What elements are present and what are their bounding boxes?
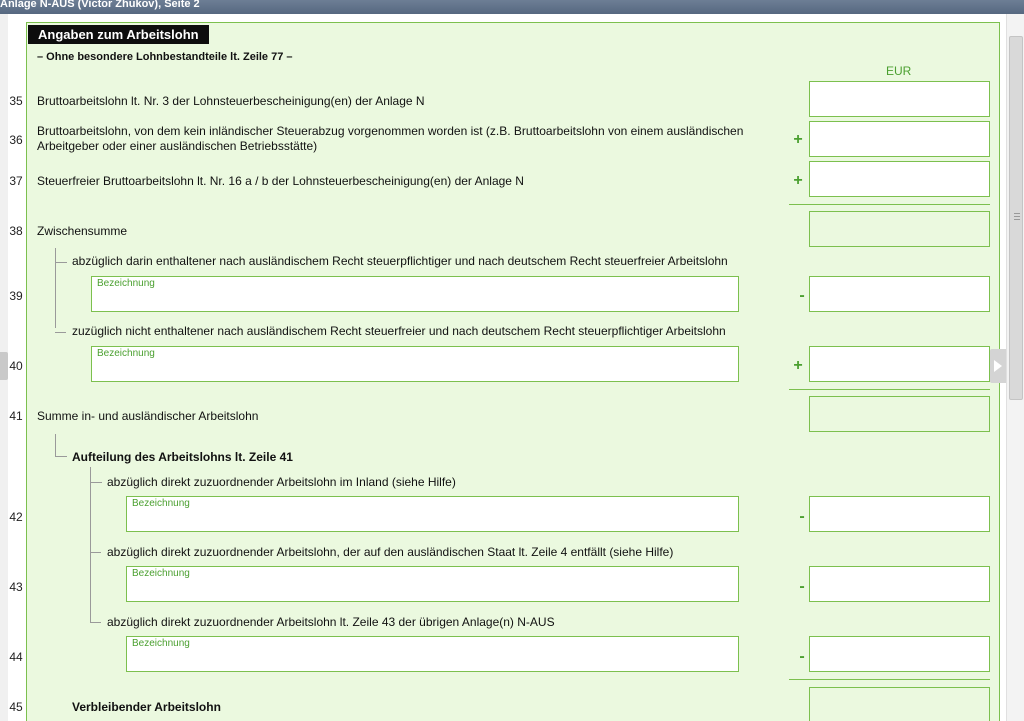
line-number-43: 43 — [9, 580, 23, 594]
row-39-amount-field[interactable] — [809, 276, 990, 312]
row-44-amount-field[interactable] — [809, 636, 990, 672]
line-number-36: 36 — [9, 133, 23, 147]
row-43-label: abzüglich direkt zuzuordnender Arbeitslohn, der auf den ausländischen Staat lt. Zeile 4 entfällt (siehe Hilfe) — [107, 545, 674, 559]
description-placeholder: Bezeichnung — [132, 568, 190, 579]
row-35-amount-field[interactable] — [809, 81, 990, 117]
scrollbar-grip — [1014, 213, 1020, 214]
line-number-39: 39 — [9, 289, 23, 303]
row-37-plus-sign: + — [793, 172, 803, 189]
row-36-label: Bruttoarbeitslohn, von dem kein inländischer Steuerabzug vorgenommen worden ist (z.B. Bruttoarbeitslohn von einem ausländischen Arbeitgeber oder einer ausländischen Betriebsstätte) — [37, 124, 744, 153]
section-subtitle: – Ohne besondere Lohnbestandteile lt. Zeile 77 – — [37, 51, 293, 63]
row-45-label: Verbleibender Arbeitslohn — [72, 700, 221, 714]
row-39-minus-sign: - — [799, 287, 805, 304]
description-placeholder: Bezeichnung — [97, 348, 155, 359]
row-41-total-field — [809, 396, 990, 432]
chevron-right-icon — [993, 359, 1003, 373]
scrollbar-grip — [1014, 216, 1020, 217]
row-38-subtotal-field — [809, 211, 990, 247]
row-42-label: abzüglich direkt zuzuordnender Arbeitslohn im Inland (siehe Hilfe) — [107, 475, 456, 489]
tree-connector — [90, 467, 102, 483]
previous-page-tab[interactable] — [0, 352, 8, 380]
currency-label: EUR — [886, 64, 912, 78]
line-number-45: 45 — [9, 700, 23, 714]
aufteilung-heading: Aufteilung des Arbeitslohns lt. Zeile 41 — [72, 450, 293, 464]
row-42-amount-field[interactable] — [809, 496, 990, 532]
line-number-42: 42 — [9, 510, 23, 524]
window-titlebar — [0, 0, 1024, 14]
line-number-41: 41 — [9, 409, 23, 423]
row-42-minus-sign: - — [799, 508, 805, 525]
sum-divider — [789, 679, 990, 680]
row-38-label: Zwischensumme — [37, 224, 128, 238]
line-number-35: 35 — [9, 94, 23, 108]
row-44-description-field[interactable] — [126, 636, 739, 672]
line-number-44: 44 — [9, 650, 23, 664]
description-placeholder: Bezeichnung — [132, 498, 190, 509]
tree-connector — [55, 248, 67, 263]
row-40-description-field[interactable] — [91, 346, 739, 382]
description-placeholder: Bezeichnung — [132, 638, 190, 649]
line-number-37: 37 — [9, 174, 23, 188]
row-44-minus-sign: - — [799, 648, 805, 665]
row-37-amount-field[interactable] — [809, 161, 990, 197]
line-number-40: 40 — [9, 359, 23, 373]
row-45-result-field — [809, 687, 990, 721]
row-42-description-field[interactable] — [126, 496, 739, 532]
row-44-label: abzüglich direkt zuzuordnender Arbeitslohn lt. Zeile 43 der übrigen Anlage(n) N-AUS — [107, 615, 555, 629]
row-39-label: abzüglich darin enthaltener nach ausländischem Recht steuerpflichtiger und nach deutschem Recht steuerfreier Arbeitslohn — [72, 254, 728, 268]
row-43-amount-field[interactable] — [809, 566, 990, 602]
row-37-label: Steuerfreier Bruttoarbeitslohn lt. Nr. 16 a / b der Lohnsteuerbescheinigung(en) der Anlage N — [37, 174, 524, 188]
row-36-amount-field[interactable] — [809, 121, 990, 157]
tree-connector — [55, 434, 67, 457]
window-title: Anlage N-AUS (Victor Zhukov), Seite 2 — [0, 0, 200, 10]
row-40-plus-sign: + — [793, 357, 803, 374]
row-43-minus-sign: - — [799, 578, 805, 595]
tree-connector — [90, 537, 101, 553]
scrollbar-thumb[interactable] — [1009, 36, 1023, 400]
row-39-description-field[interactable] — [91, 276, 739, 312]
row-36-plus-sign: + — [793, 131, 803, 148]
tree-connector — [55, 318, 66, 333]
sum-divider — [789, 389, 990, 390]
row-43-description-field[interactable] — [126, 566, 739, 602]
vertical-scrollbar[interactable] — [1006, 14, 1024, 721]
section-title: Angaben zum Arbeitslohn — [28, 25, 209, 44]
sum-divider — [789, 204, 990, 205]
description-placeholder: Bezeichnung — [97, 278, 155, 289]
row-40-amount-field[interactable] — [809, 346, 990, 382]
row-41-label: Summe in- und ausländischer Arbeitslohn — [37, 409, 259, 423]
row-35-label: Bruttoarbeitslohn lt. Nr. 3 der Lohnsteuerbescheinigung(en) der Anlage N — [37, 94, 425, 108]
scrollbar-grip — [1014, 219, 1020, 220]
row-40-label: zuzüglich nicht enthaltener nach ausländischem Recht steuerfreier und nach deutschem Recht steuerpflichtiger Arbeitslohn — [72, 324, 726, 338]
tree-connector — [90, 607, 101, 623]
next-page-tab[interactable] — [990, 349, 1006, 383]
line-number-38: 38 — [9, 224, 23, 238]
